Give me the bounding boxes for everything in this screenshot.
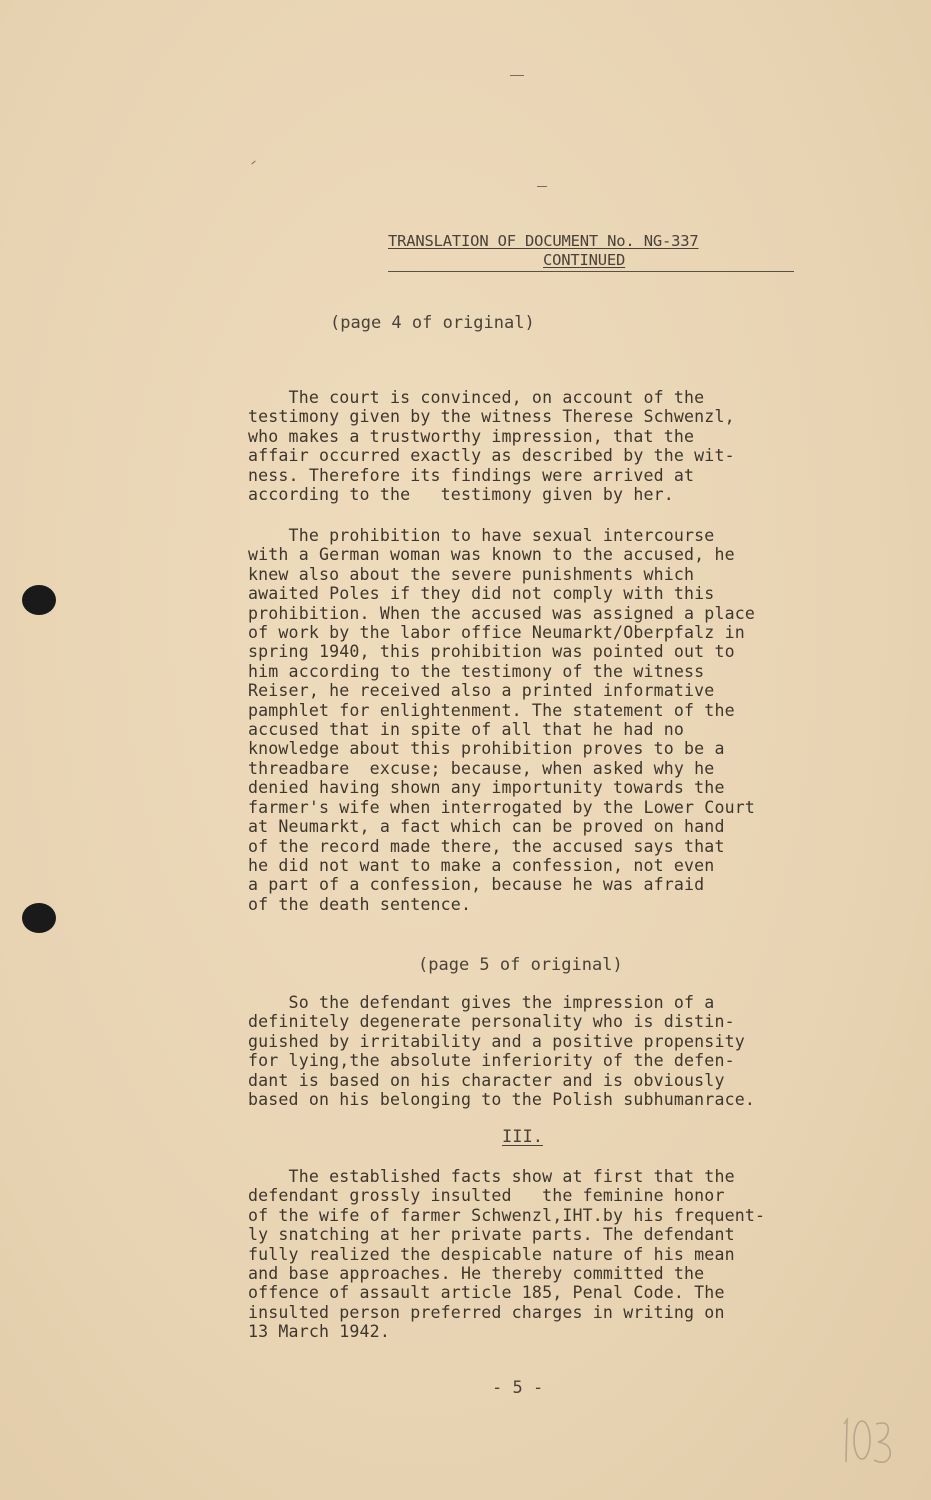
- title-line-1: TRANSLATION OF DOCUMENT No. NG-337: [388, 232, 699, 250]
- paper-speck: [537, 186, 547, 187]
- paper-speck: [510, 75, 524, 76]
- handwritten-page-mark: [838, 1412, 898, 1472]
- punch-hole-lower: [22, 903, 56, 933]
- punch-hole-upper: [22, 585, 56, 615]
- paragraph-prohibition: The prohibition to have sexual intercourse with a German woman was known to the accused, he knew also about the severe punishments which awaited Poles if they did not comply with this prohibition. When the accused was assigned a place of work by the labor office Neumarkt/Oberpfalz in spring 1940, this prohibition was pointed out to him according to the testimony of the witness Reiser, he received also a printed informative pamphlet for enlightenment. The statement of the accused that in spite of all that he had no knowledge about this prohibition proves to be a threadbare excuse; because, when asked why he denied having shown any importunity towards the farmer's wife when interrogated by the Lower Court at Neumarkt, a fact which can be proved on hand of the record made there, the accused says that he did not want to make a confession, not even a part of a confession, because he was afraid of the death sentence.: [248, 526, 756, 914]
- page-number: - 5 -: [492, 1378, 544, 1398]
- paragraph-defendant-impression: So the defendant gives the impression of a definitely degenerate personality who is distin- guished by irritability and a positive propensity for lying,the absolute inferiority of the defen- dant is based on his character and is obviously based on his belonging to the Polish subhumanrace.: [248, 993, 756, 1110]
- title-line-2: CONTINUED: [543, 251, 626, 269]
- title-underline: [388, 271, 794, 272]
- document-title: [388, 232, 796, 270]
- section-heading-iii: III.: [502, 1127, 543, 1147]
- page-reference-4: (page 4 of original): [330, 313, 535, 333]
- paragraph-court-convinced: The court is convinced, on account of the testimony given by the witness Therese Schwenzl, who makes a trustworthy impression, that the affair occurred exactly as described by the wit- ness. Therefore its findings were arrived at according to the testimony given by her.: [248, 388, 735, 505]
- paragraph-established-facts: The established facts show at first that the defendant grossly insulted the feminine honor of the wife of farmer Schwenzl,IHT.by his frequent- ly snatching at her private parts. The defendant fully realized the despicable nature of his mean and base approaches. He thereby committed the offence of assault article 185, Penal Code. The insulted person preferred charges in writing on 13 March 1942.: [248, 1167, 766, 1342]
- page-reference-5: (page 5 of original): [418, 955, 623, 975]
- paper-speck: [251, 161, 255, 165]
